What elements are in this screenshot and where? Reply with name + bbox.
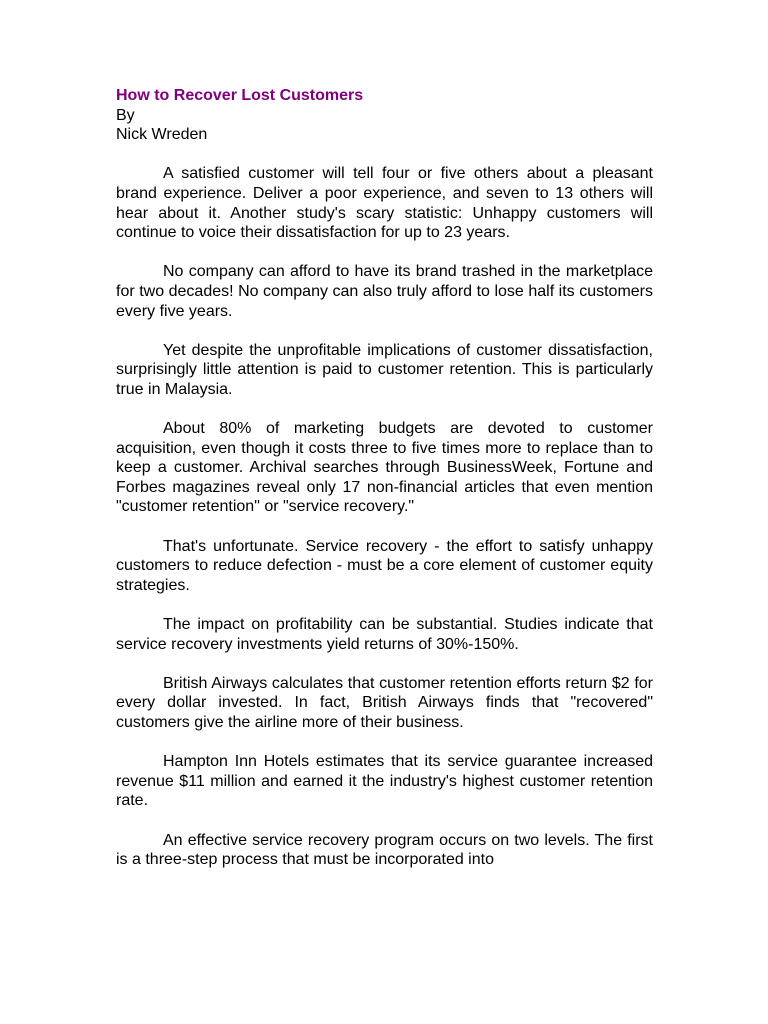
document-page <box>116 86 653 870</box>
body-paragraph-4: About 80% of marketing budgets are devoted to customer acquisition, even though it costs three to five times more to replace than to keep a customer. Archival searches through BusinessWeek, Fortune and Forbes magazines reveal only 17 non-financial articles that even mention "customer retention" or "service recovery." <box>116 420 653 516</box>
body-paragraph-3: Yet despite the unprofitable implications of customer dissatisfaction, surprisingly little attention is paid to customer retention. This is particularly true in Malaysia. <box>116 341 653 398</box>
author-name: Nick Wreden <box>116 126 208 144</box>
body-paragraph-9: An effective service recovery program occurs on two levels. The first is a three-step process that must be incorporated into <box>116 831 653 869</box>
body-paragraph-7: British Airways calculates that customer retention efforts return $2 for every dollar invested. In fact, British Airways finds that "recovered" customers give the airline more of their business. <box>116 674 653 731</box>
document-title: How to Recover Lost Customers <box>116 87 364 104</box>
by-label: By <box>116 106 135 124</box>
body-paragraph-1: A satisfied customer will tell four or five others about a pleasant brand experience. Deliver a poor experience, and seven to 13 others will hear about it. Another study's scary statistic: Unhappy customers will continue to voice their dissatisfaction for up to 23 years. <box>116 165 653 242</box>
body-paragraph-5: That's unfortunate. Service recovery - the effort to satisfy unhappy customers to reduce defection - must be a core element of customer equity strategies. <box>116 537 653 594</box>
body-paragraph-6: The impact on profitability can be substantial. Studies indicate that service recovery investments yield returns of 30%-150%. <box>116 616 653 653</box>
body-paragraph-2: No company can afford to have its brand trashed in the marketplace for two decades! No company can also truly afford to lose half its customers every five years. <box>116 263 653 320</box>
body-paragraph-8: Hampton Inn Hotels estimates that its service guarantee increased revenue $11 million and earned it the industry's highest customer retention rate. <box>116 753 653 810</box>
